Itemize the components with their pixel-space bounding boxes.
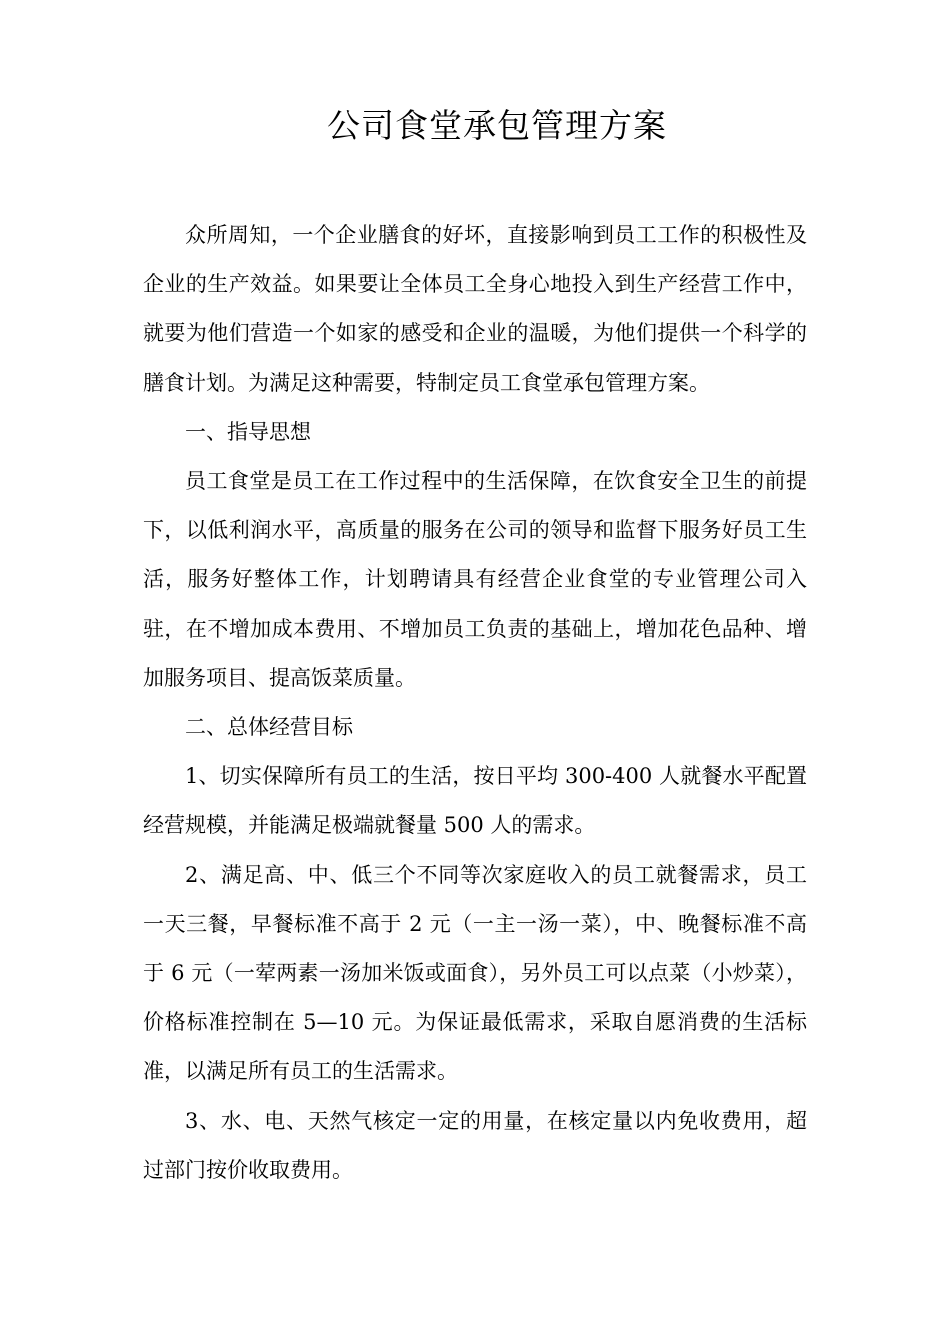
guiding-principle-paragraph: 员工食堂是员工在工作过程中的生活保障，在饮食安全卫生的前提下，以低利润水平，高质量的服务在公司的领导和监督下服务好员工生活，服务好整体工作，计划聘请具有经营企业食堂的专业管理公司入驻，在不增加成本费用、不增加员工负责的基础上，增加花色品种、增加服务项目、提高饭菜质量。 [143,469,807,690]
section-heading-operating-goals: 二、总体经营目标 [185,715,353,740]
document-title: 公司食堂承包管理方案 [327,106,667,145]
goal-item-2: 2、满足高、中、低三个不同等次家庭收入的员工就餐需求，员工一天三餐，早餐标准不高于 2 元（一主一汤一菜），中、晚餐标准不高于 6 元（一荤两素一汤加米饭或面食），另外员工可以点菜（小炒菜），价格标准控制在 5—10 元。为保证最低需求，采取自愿消费的生活标准，以满足所有员工的生活需求。 [143,862,807,1084]
section-heading-guiding-principle: 一、指导思想 [185,419,311,444]
intro-paragraph: 众所周知，一个企业膳食的好坏，直接影响到员工工作的积极性及企业的生产效益。如果要让全体员工全身心地投入到生产经营工作中，就要为他们营造一个如家的感受和企业的温暖，为他们提供一个科学的膳食计划。为满足这种需要，特制定员工食堂承包管理方案。 [143,223,807,395]
document-body [143,211,807,1195]
goal-item-1: 1、切实保障所有员工的生活，按日平均 300-400 人就餐水平配置经营规模，并能满足极端就餐量 500 人的需求。 [143,764,807,838]
goal-item-3: 3、水、电、天然气核定一定的用量，在核定量以内免收费用，超过部门按价收取费用。 [143,1108,807,1182]
